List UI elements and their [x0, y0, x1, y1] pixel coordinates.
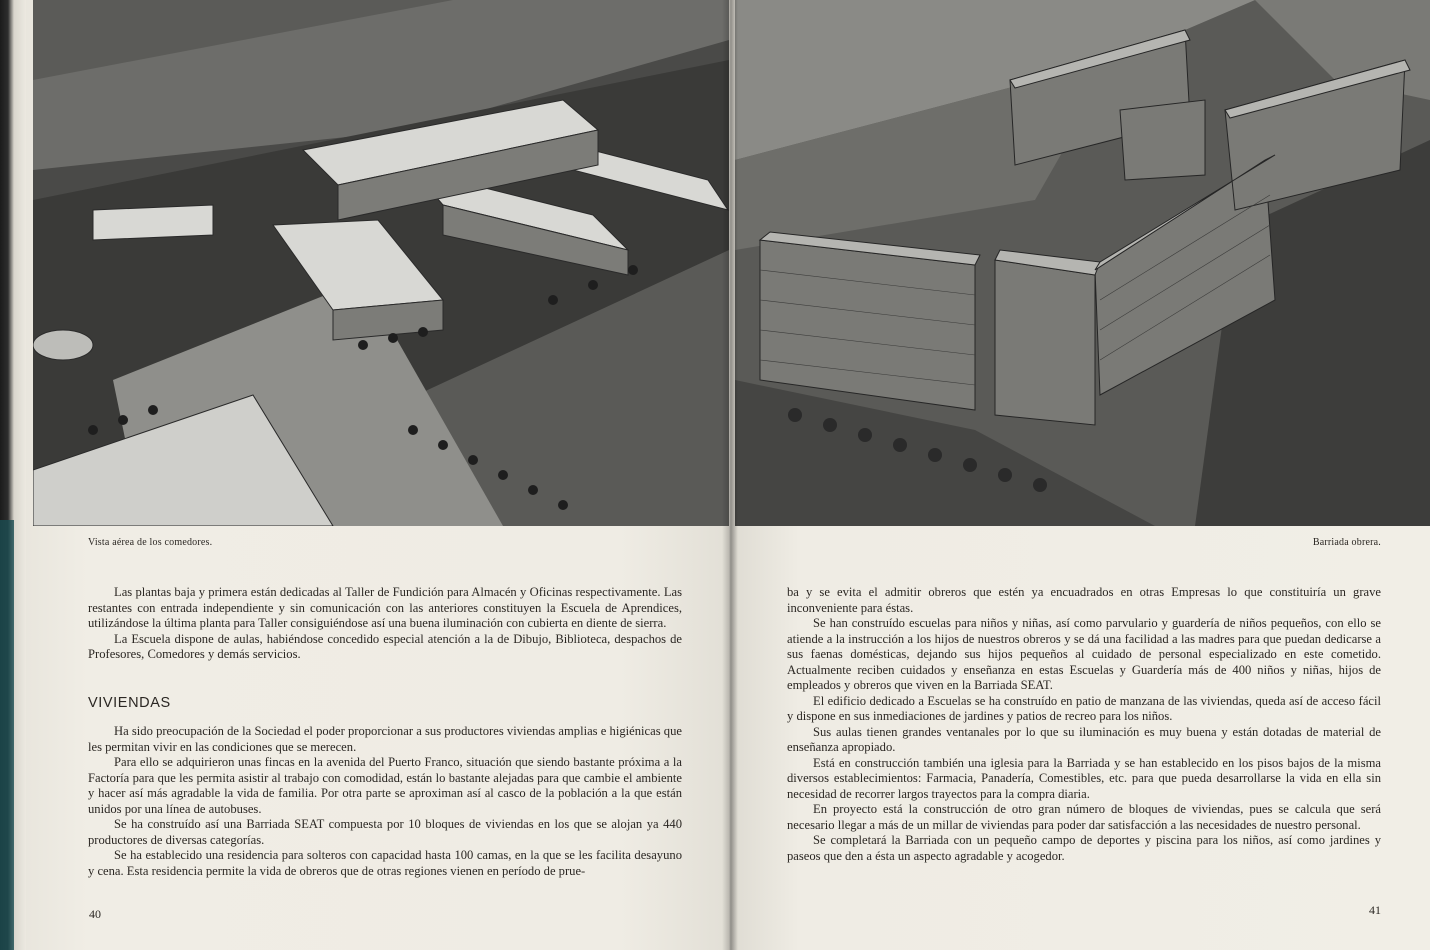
- page-number-left: 40: [89, 907, 101, 921]
- page-number-right: 41: [1369, 903, 1381, 917]
- photo-caption-left: Vista aérea de los comedores.: [88, 537, 213, 548]
- paragraph: ba y se evita el admitir obreros que estén ya encuadrados en otras Empresas lo que constituiría un grave inconveniente para éstas.: [787, 585, 1381, 615]
- paragraph: Se ha establecido una residencia para solteros con capacidad hasta 100 camas, en la que se les facilita desayuno y cena. Esta residencia permite la vida de obreros que de otras regiones vienen en período de prue-: [88, 848, 682, 878]
- paragraph: El edificio dedicado a Escuelas se ha construído en patio de manzana de las viviendas, queda así de acceso fácil y dispone en sus inmediaciones de jardines y patios de recreo para los niños.: [787, 693, 1381, 723]
- paragraph: La Escuela dispone de aulas, habiéndose concedido especial atención a la de Dibujo, Biblioteca, despachos de Profesores, Comedores y demás servicios.: [88, 631, 682, 661]
- paragraph: Se ha construído así una Barriada SEAT compuesta por 10 bloques de viviendas en los que se alojan ya 440 productores de diversas categorías.: [88, 817, 682, 847]
- paragraph: Sus aulas tienen grandes ventanales por lo que su iluminación es muy buena y están dotadas de material de enseñanza apropiado.: [787, 724, 1381, 754]
- paragraph: Para ello se adquirieron unas fincas en la avenida del Puerto Franco, situación que siendo bastante próxima a la Factoría para que les permita asistir al trabajo con comodidad, están lo bastante alejadas para que cambie el ambiente y hacer así más agradable la vida de familia. Por otra parte se aproximan así al casco de la población a la que están unidos por una línea de autobuses.: [88, 755, 682, 816]
- right-body-text: [787, 585, 1381, 864]
- paragraph: Ha sido preocupación de la Sociedad el poder proporcionar a sus productores viviendas amplias e higiénicas que les permitan vivir en las condiciones que se merecen.: [88, 724, 682, 754]
- photo-comedores: [33, 0, 729, 526]
- left-body-text-bottom: [88, 724, 682, 879]
- section-heading: VIVIENDAS: [88, 695, 171, 711]
- paragraph: Las plantas baja y primera están dedicadas al Taller de Fundición para Almacén y Oficinas respectivamente. Las restantes con entrada independiente y sin comunicación con las anteriores constituyen la Escuela de Aprendices, utilizándose la última planta para Taller consiguiéndose así una buena iluminación con cubierta en diente de sierra.: [88, 585, 682, 630]
- paragraph: Se han construído escuelas para niños y niñas, así como parvulario y guardería de niños pequeños, con ello se atiende a la instrucción a los hijos de nuestros obreros y se dá una facilidad a las madres para que puedan dedicarse a sus faenas domésticas, dejando sus hijos pequeños al cuidado de personal especializado en este cometido. Actualmente reciben cuidados y enseñanza en estas Escuelas y Guardería más de 400 niños y niñas, hijos de empleados y obreros que viven en la Barriada SEAT.: [787, 616, 1381, 692]
- book-edge-cover: [0, 520, 14, 950]
- photo-barriada: [735, 0, 1430, 526]
- book-gutter: [722, 0, 738, 950]
- paragraph: Está en construcción también una iglesia para la Barriada y se han establecido en los pisos bajos de la misma diversos establecimientos: Farmacia, Panadería, Comestibles, etc. para que pueda desarrollarse la vida en ella sin necesidad de recorrer largos trayectos para la compra diaria.: [787, 755, 1381, 801]
- paragraph: En proyecto está la construcción de otro gran número de bloques de viviendas, pues se calcula que será necesario llegar a más de un millar de viviendas para poder dar satisfacción a las necesidades de nuestro personal.: [787, 802, 1381, 832]
- right-page: [729, 0, 1430, 950]
- left-body-text-top: [88, 585, 682, 663]
- paragraph: Se completará la Barriada con un pequeño campo de deportes y piscina para los niños, así como jardines y paseos que den a ésta un aspecto agradable y acogedor.: [787, 833, 1381, 863]
- photo-caption-right: Barriada obrera.: [1312, 537, 1381, 548]
